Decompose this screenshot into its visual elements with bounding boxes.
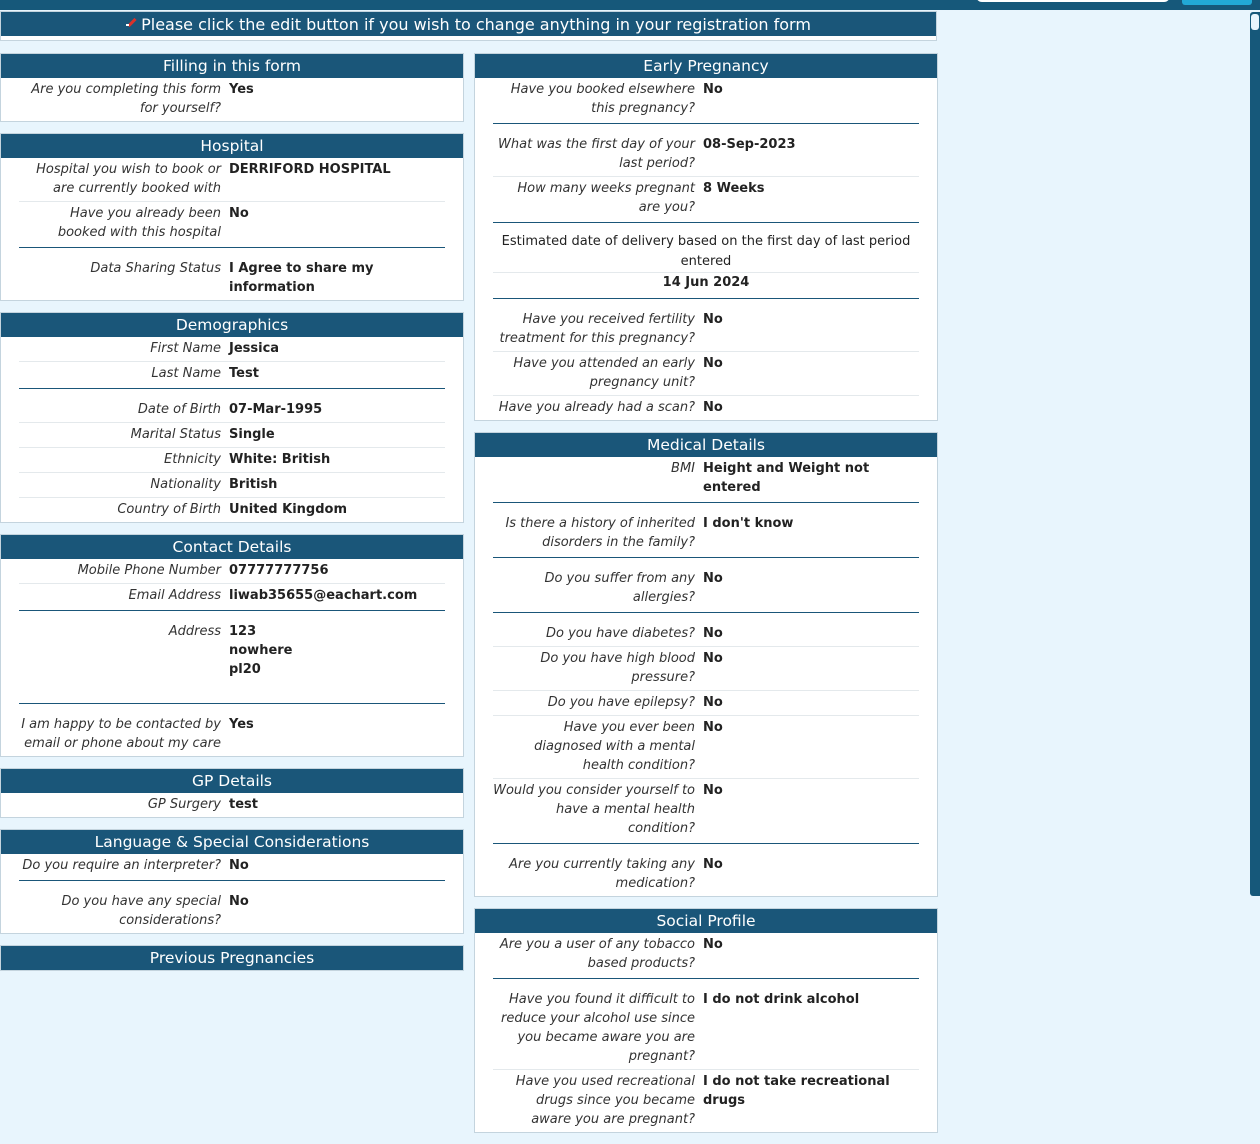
- field-value: Height and Weight not entered: [703, 461, 870, 495]
- field-label: Do you have any special considerations?: [61, 894, 221, 928]
- field-label: Data Sharing Status: [90, 261, 221, 276]
- field-label: Do you have high blood pressure?: [540, 651, 695, 685]
- field-label: Is there a history of inherited disorders in the family?: [505, 516, 695, 550]
- field-value: No: [229, 858, 249, 873]
- panel-gp-details: [0, 768, 464, 818]
- field-label: Would you consider yourself to have a mental health condition?: [493, 783, 695, 836]
- field-value: liwab35655@eachart.com: [229, 588, 418, 603]
- field-label: Nationality: [150, 477, 221, 492]
- field-value: Single: [229, 427, 275, 442]
- field-value: No: [703, 695, 723, 710]
- panel-title: Early Pregnancy: [475, 54, 937, 78]
- field-label: Do you suffer from any allergies?: [544, 571, 695, 605]
- field-value: White: British: [229, 452, 331, 467]
- field-label: Ethnicity: [164, 452, 221, 467]
- field-label: Mobile Phone Number: [77, 563, 221, 578]
- field-value: No: [229, 894, 249, 909]
- field-label: Last Name: [151, 366, 221, 381]
- field-label: I am happy to be contacted by email or phone about my care: [21, 717, 221, 751]
- notice-text: Please click the edit button if you wish to change anything in your registration form: [141, 14, 811, 34]
- field-value: No: [703, 571, 723, 586]
- panel-contact-details: [0, 534, 464, 757]
- field-value: Jessica: [229, 341, 280, 356]
- field-label: Are you completing this form for yourself?: [31, 82, 221, 116]
- field-label: What was the first day of your last period?: [498, 137, 695, 171]
- field-value: No: [703, 937, 723, 952]
- field-label: Have you attended an early pregnancy unit?: [513, 356, 695, 390]
- edd-label: Estimated date of delivery based on the first day of last period entered: [493, 232, 919, 273]
- panel-title: Language & Special Considerations: [1, 830, 463, 854]
- field-value: I don't know: [703, 516, 794, 531]
- field-value: No: [229, 206, 249, 221]
- field-value: No: [703, 720, 723, 735]
- field-label: Have you already been booked with this hospital: [57, 206, 221, 240]
- field-value: No: [703, 82, 723, 97]
- field-value: 08-Sep-2023: [703, 137, 796, 152]
- field-label: Have you found it difficult to reduce your alcohol use since you became aware you are pregnant?: [500, 992, 695, 1064]
- panel-title: Demographics: [1, 313, 463, 337]
- field-value: I Agree to share my information: [229, 261, 374, 295]
- panel-title: GP Details: [1, 769, 463, 793]
- field-label: First Name: [150, 341, 221, 356]
- vertical-scrollbar[interactable]: [1250, 12, 1260, 896]
- panel-hospital: [0, 133, 464, 301]
- field-label: Have you used recreational drugs since you became aware you are pregnant?: [515, 1074, 695, 1127]
- field-value: No: [703, 400, 723, 415]
- field-value: 07777777756: [229, 563, 329, 578]
- field-value: United Kingdom: [229, 502, 348, 517]
- field-label: Address: [168, 624, 221, 639]
- field-value: I do not drink alcohol: [703, 992, 860, 1007]
- field-value: No: [703, 356, 723, 371]
- header-button[interactable]: [1182, 0, 1252, 5]
- field-value: 123 nowhere pl20: [229, 624, 293, 677]
- field-value: Yes: [229, 717, 254, 732]
- scroll-up-arrow-icon[interactable]: [1251, 14, 1259, 30]
- field-label: Email Address: [128, 588, 221, 603]
- field-value: Test: [229, 366, 259, 381]
- pencil-icon: [126, 17, 135, 26]
- field-value: No: [703, 783, 723, 798]
- field-value: test: [229, 797, 258, 812]
- field-label: BMI: [671, 461, 695, 476]
- field-value: No: [703, 651, 723, 666]
- field-label: Do you have diabetes?: [546, 626, 695, 641]
- field-label: Have you received fertility treatment for this pregnancy?: [499, 312, 695, 346]
- field-label: Have you already had a scan?: [498, 400, 695, 415]
- panel-medical-details: [474, 432, 938, 897]
- panel-filling-form: [0, 53, 464, 122]
- panel-demographics: [0, 312, 464, 523]
- panel-title: Filling in this form: [1, 54, 463, 78]
- panel-title: Hospital: [1, 134, 463, 158]
- left-column: [0, 53, 464, 982]
- field-label: Have you ever been diagnosed with a mental health condition?: [534, 720, 695, 773]
- field-label: Country of Birth: [117, 502, 221, 517]
- panel-title: Contact Details: [1, 535, 463, 559]
- panel-social-profile: [474, 908, 938, 1133]
- field-label: GP Surgery: [147, 797, 221, 812]
- panel-title: Previous Pregnancies: [1, 946, 463, 970]
- field-value: No: [703, 626, 723, 641]
- field-value: Yes: [229, 82, 254, 97]
- top-header-bar: [0, 0, 1260, 10]
- field-label: Do you have epilepsy?: [547, 695, 695, 710]
- field-value: British: [229, 477, 278, 492]
- panel-language: [0, 829, 464, 934]
- field-label: Date of Birth: [137, 402, 221, 417]
- field-value: DERRIFORD HOSPITAL: [229, 162, 391, 177]
- field-label: Marital Status: [130, 427, 221, 442]
- field-label: Are you currently taking any medication?: [509, 857, 695, 891]
- panel-title: Medical Details: [475, 433, 937, 457]
- field-label: Are you a user of any tobacco based products?: [499, 937, 695, 971]
- panel-title: Social Profile: [475, 909, 937, 933]
- field-value: No: [703, 857, 723, 872]
- field-label: How many weeks pregnant are you?: [517, 181, 695, 215]
- field-value: I do not take recreational drugs: [703, 1074, 890, 1108]
- edit-notice: [0, 11, 937, 41]
- right-column: [474, 53, 938, 1144]
- field-value: 8 Weeks: [703, 181, 765, 196]
- field-label: Hospital you wish to book or are currently booked with: [36, 162, 221, 196]
- search-input[interactable]: [976, 0, 1170, 2]
- panel-previous-pregnancies: [0, 945, 464, 971]
- field-value: No: [703, 312, 723, 327]
- panel-early-pregnancy: [474, 53, 938, 421]
- field-label: Do you require an interpreter?: [22, 858, 221, 873]
- edd-value: 14 Jun 2024: [493, 273, 919, 299]
- field-value: 07-Mar-1995: [229, 402, 323, 417]
- field-label: Have you booked elsewhere this pregnancy?: [510, 82, 695, 116]
